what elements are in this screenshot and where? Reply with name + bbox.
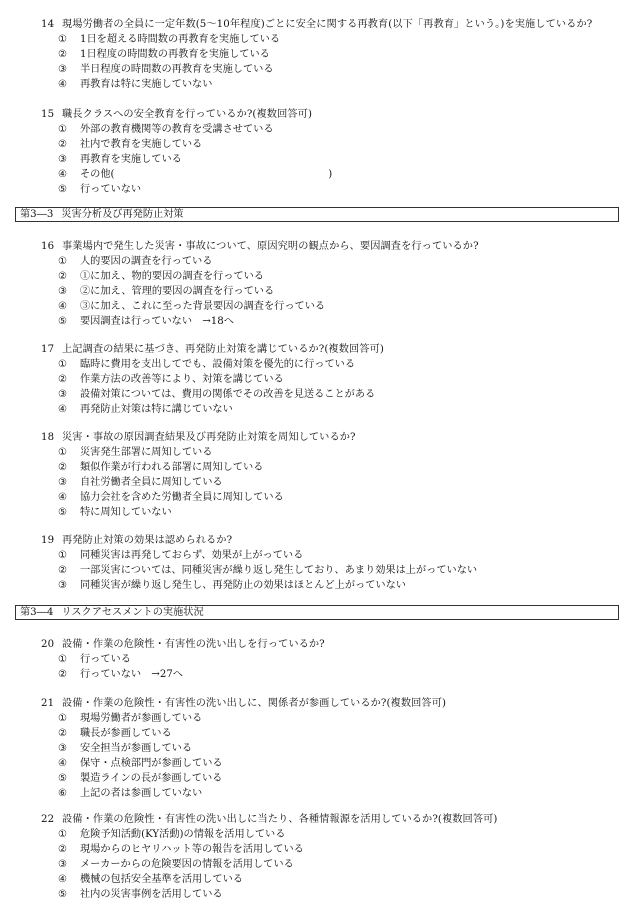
option-item: ④ その他( ) xyxy=(58,169,333,180)
option-item: ① 人的要因の調査を行っている xyxy=(58,256,213,267)
option-item: ① 行っている xyxy=(58,654,131,665)
section-header: 第3―3 災害分析及び再発防止対策 xyxy=(15,207,619,222)
question-text: 15 職長クラスへの安全教育を行っているか?(複数回答可) xyxy=(41,109,313,120)
option-item: ③ 安全担当が参画している xyxy=(58,743,193,754)
question-text: 14 現場労働者の全員に一定年数(5〜10年程度)ごとに安全に関する再教育(以下「再教育」という。)を実施しているか? xyxy=(41,19,593,30)
option-item: ② 一部災害については、同種災害が繰り返し発生しており、あまり効果は上がっていない xyxy=(58,565,478,576)
option-item: ② 職長が参画している xyxy=(58,728,172,739)
option-item: ④ 再発防止対策は特に講じていない xyxy=(58,404,233,415)
question-text: 18 災害・事故の原因調査結果及び再発防止対策を周知しているか? xyxy=(41,432,356,443)
option-item: ② 類似作業が行われる部署に周知している xyxy=(58,462,264,473)
option-item: ① 1日を超える時間数の再教育を実施している xyxy=(58,34,281,45)
option-item: ③ メーカーからの危険要因の情報を活用している xyxy=(58,859,294,870)
section-header: 第3―4 リスクアセスメントの実施状況 xyxy=(15,605,619,620)
option-item: ② ①に加え、物的要因の調査を行っている xyxy=(58,271,264,282)
option-item: ② 1日程度の時間数の再教育を実施している xyxy=(58,49,270,60)
option-item: ④ 機械の包括安全基準を活用している xyxy=(58,874,243,885)
option-item: ④ ③に加え、これに至った背景要因の調査を行っている xyxy=(58,301,326,312)
question-text: 20 設備・作業の危険性・有害性の洗い出しを行っているか? xyxy=(41,639,325,650)
option-item: ⑤ 要因調査は行っていない →18へ xyxy=(58,316,234,327)
option-item: ③ 自社労働者全員に周知している xyxy=(58,477,223,488)
option-item: ① 同種災害は再発しておらず、効果が上がっている xyxy=(58,550,304,561)
option-item: ④ 保守・点検部門が参画している xyxy=(58,758,223,769)
option-item: ① 危険予知活動(KY活動)の情報を活用している xyxy=(58,829,286,840)
question-text: 21 設備・作業の危険性・有害性の洗い出しに、関係者が参画しているか?(複数回答可) xyxy=(41,698,447,709)
option-item: ③ 同種災害が繰り返し発生し、再発防止の効果はほとんど上がっていない xyxy=(58,580,406,591)
option-item: ③ ②に加え、管理的要因の調査を行っている xyxy=(58,286,275,297)
option-item: ⑤ 製造ラインの長が参画している xyxy=(58,773,223,784)
option-item: ③ 設備対策については、費用の関係でその改善を見送ることがある xyxy=(58,389,376,400)
option-item: ④ 協力会社を含めた労働者全員に周知している xyxy=(58,492,284,503)
option-item: ① 臨時に費用を支出してでも、設備対策を優先的に行っている xyxy=(58,359,356,370)
option-item: ② 行っていない →27へ xyxy=(58,669,183,680)
question-text: 22 設備・作業の危険性・有害性の洗い出しに当たり、各種情報源を活用しているか?(複数回答可) xyxy=(41,814,498,825)
option-item: ⑥ 上記の者は参画していない xyxy=(58,788,203,799)
option-item: ② 社内で教育を実施している xyxy=(58,139,203,150)
question-text: 16 事業場内で発生した災害・事故について、原因究明の観点から、要因調査を行っているか? xyxy=(41,241,479,252)
option-item: ③ 半日程度の時間数の再教育を実施している xyxy=(58,64,274,75)
option-item: ③ 再教育を実施している xyxy=(58,154,182,165)
option-item: ② 作業方法の改善等により、対策を講じている xyxy=(58,374,284,385)
option-item: ⑤ 社内の災害事例を活用している xyxy=(58,889,223,900)
question-text: 19 再発防止対策の効果は認められるか? xyxy=(41,535,233,546)
option-item: ④ 再教育は特に実施していない xyxy=(58,79,213,90)
option-item: ① 外部の教育機関等の教育を受講させている xyxy=(58,124,274,135)
question-text: 17 上記調査の結果に基づき、再発防止対策を講じているか?(複数回答可) xyxy=(41,344,384,355)
option-item: ① 災害発生部署に周知している xyxy=(58,447,213,458)
option-item: ⑤ 特に周知していない xyxy=(58,507,172,518)
option-item: ① 現場労働者が参画している xyxy=(58,713,203,724)
option-item: ⑤ 行っていない xyxy=(58,184,142,195)
option-item: ② 現場からのヒヤリハット等の報告を活用している xyxy=(58,844,304,855)
